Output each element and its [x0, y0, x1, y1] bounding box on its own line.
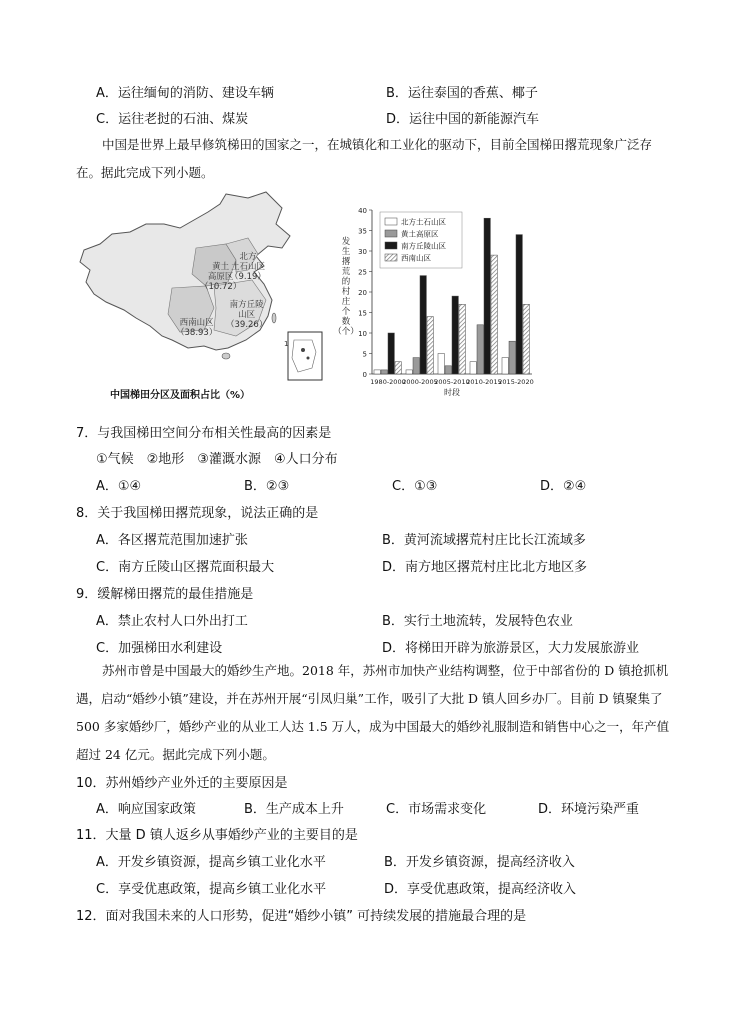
- q7-stem: 7．与我国梯田空间分布相关性最高的因素是: [76, 426, 332, 441]
- bar-0-3: [470, 362, 476, 374]
- north-value: （9.19）: [230, 272, 266, 282]
- bar-0-0: [374, 370, 380, 374]
- china-terrace-map: [76, 190, 326, 385]
- q11-option-b: B．开发乡镇资源，提高经济收入: [384, 855, 575, 870]
- loess-name-2: 高原区: [207, 272, 234, 282]
- map-label-south-hills: [226, 300, 267, 330]
- terrace-intro: 中国是世界上最早修筑梯田的国家之一，在城镇化和工业化的驱动下，目前全国梯田撂荒现象广泛存在。据此完成下列小题。: [76, 137, 653, 180]
- y-axis-label-char: 庄: [341, 297, 351, 307]
- q9-option-c: C．加强梯田水利建设: [96, 641, 223, 656]
- bar-0-1: [406, 370, 412, 374]
- q7-option-b: B．②③: [244, 479, 290, 494]
- bar-1-0: [381, 370, 387, 374]
- q7-items: ①气候 ②地形 ③灌溉水源 ④人口分布: [96, 452, 338, 467]
- q11-option-d: D．享受优惠政策，提高经济收入: [384, 882, 577, 897]
- x-tick-label: 1980-2000: [370, 378, 406, 386]
- southhills-name-1: 南方丘陵: [229, 300, 264, 310]
- y-axis-label-char: 的: [341, 277, 351, 287]
- q7-option-c: C．①③: [392, 479, 438, 494]
- legend-label-2: 南方丘陵山区: [401, 241, 446, 251]
- y-tick-label: 0: [362, 371, 367, 379]
- x-tick-label: 2015-2020: [498, 378, 534, 386]
- legend-label-3: 西南山区: [401, 253, 431, 263]
- y-axis-label-char: 荒: [341, 267, 351, 277]
- q10-option-a: A．响应国家政策: [96, 802, 196, 817]
- q8-option-c: C．南方丘陵山区撂荒面积最大: [96, 560, 275, 575]
- q8-stem: 8．关于我国梯田撂荒现象，说法正确的是: [76, 506, 319, 521]
- north-name-1: 北方: [239, 252, 257, 262]
- q6-option-c: C．运往老挝的石油、煤炭: [96, 112, 249, 127]
- legend-swatch-2: [385, 242, 397, 249]
- q10-option-c: C．市场需求变化: [386, 802, 487, 817]
- q7-option-d: D．②④: [540, 479, 587, 494]
- bar-1-2: [445, 366, 451, 374]
- map-label-north: [230, 252, 266, 282]
- southwest-name-1: 西南山区: [179, 318, 214, 328]
- q6-option-a: A．运往缅甸的消防、建设车辆: [96, 86, 274, 101]
- q10-option-b: B．生产成本上升: [244, 802, 344, 817]
- y-tick-label: 40: [358, 207, 367, 215]
- q6-option-b: B．运往泰国的香蕉、椰子: [386, 86, 538, 101]
- y-tick-label: 5: [362, 350, 367, 359]
- q11-option-c: C．享受优惠政策，提高乡镇工业化水平: [96, 882, 327, 897]
- bar-0-4: [502, 358, 508, 374]
- y-axis-label-char: 发: [341, 237, 351, 247]
- q7-option-a: A．①④: [96, 479, 142, 494]
- legend-swatch-3: [385, 254, 397, 261]
- bar-2-3: [484, 218, 490, 374]
- q9-option-a: A．禁止农村人口外出打工: [96, 614, 248, 629]
- q9-stem: 9．缓解梯田撂荒的最佳措施是: [76, 587, 254, 602]
- bar-2-2: [452, 296, 458, 374]
- y-tick-label: 35: [358, 227, 367, 236]
- q8-option-b: B．黄河流域撂荒村庄比长江流域多: [382, 533, 586, 548]
- q11-stem: 11．大量 D 镇人返乡从事婚纱产业的主要目的是: [76, 828, 358, 843]
- y-axis-label-char: 村: [341, 287, 351, 297]
- bar-1-3: [477, 325, 483, 374]
- bar-2-4: [516, 235, 522, 374]
- q6-option-d: D．运往中国的新能源汽车: [386, 112, 540, 127]
- bar-3-2: [459, 304, 465, 374]
- legend-label-0: 北方土石山区: [401, 217, 446, 227]
- q10-option-d: D．环境污染严重: [538, 802, 640, 817]
- legend-swatch-1: [385, 230, 397, 237]
- loess-name-1: 黄土: [212, 262, 230, 272]
- loess-value: （10.72）: [200, 282, 242, 292]
- bar-3-1: [427, 317, 433, 374]
- legend-swatch-0: [385, 218, 397, 225]
- southhills-name-2: 山区: [238, 310, 256, 320]
- x-tick-label: 2005-2010: [434, 378, 470, 386]
- y-tick-label: 10: [358, 330, 367, 338]
- q8-option-d: D．南方地区撂荒村庄比北方地区多: [382, 560, 588, 575]
- q9-option-b: B．实行土地流转，发展特色农业: [382, 614, 573, 629]
- q11-option-a: A．开发乡镇资源，提高乡镇工业化水平: [96, 855, 326, 870]
- y-axis-label-char: 生: [341, 247, 351, 257]
- bar-1-1: [413, 358, 419, 374]
- bar-2-0: [388, 333, 394, 374]
- q8-option-a: A．各区撂荒范围加速扩张: [96, 533, 248, 548]
- suzhou-intro: 苏州市曾是中国最大的婚纱生产地。2018 年，苏州市加快产业结构调整，位于中部省份的 D 镇抢抓机遇，启动“婚纱小镇”建设，并在苏州开展“引凤归巢”工作，吸引了大批 D 镇人回乡办厂。目前 D 镇聚集了500 多家婚纱厂，婚纱产业的从业工人达 1.5 万人，成为中国最大的婚纱礼服制造和销售中心之一，年产值超过 24 亿元。据此完成下列小题。: [76, 663, 670, 762]
- southhills-value: （39.26）: [226, 320, 268, 330]
- y-axis-label-char: 撂: [341, 257, 351, 267]
- x-axis-label: 时段: [444, 388, 460, 397]
- q10-stem: 10．苏州婚纱产业外迁的主要原因是: [76, 776, 288, 791]
- q12-stem: 12．面对我国未来的人口形势，促进“婚纱小镇” 可持续发展的措施最合理的是: [76, 909, 527, 924]
- svg-text:1: 1: [284, 340, 289, 348]
- legend-label-1: 黄土高原区: [401, 229, 439, 239]
- map-caption: 中国梯田分区及面积占比（%）: [110, 390, 251, 401]
- bar-2-1: [420, 276, 426, 374]
- abandonment-chart: [333, 196, 536, 406]
- bar-3-3: [491, 255, 497, 374]
- x-tick-label: 2010-2015: [466, 378, 502, 386]
- y-axis-label-char: 个: [341, 307, 351, 317]
- y-tick-label: 20: [358, 289, 367, 297]
- bar-chart-svg: [333, 196, 536, 406]
- north-name-2: 土石山区: [230, 262, 265, 272]
- southwest-value: （38.93）: [176, 328, 218, 338]
- bar-0-2: [438, 354, 444, 375]
- bar-1-4: [509, 341, 515, 374]
- y-tick-label: 30: [358, 248, 367, 256]
- map-label-southwest: [176, 318, 217, 338]
- y-axis-label-char: 数: [341, 317, 351, 327]
- x-tick-label: 2000-2005: [402, 378, 438, 386]
- bar-3-0: [395, 362, 401, 374]
- y-tick-label: 15: [358, 309, 367, 318]
- q9-option-d: D．将梯田开辟为旅游景区，大力发展旅游业: [382, 641, 640, 656]
- y-axis-label-char: （个）: [333, 327, 359, 337]
- y-tick-label: 25: [358, 268, 367, 277]
- bar-3-4: [523, 304, 529, 374]
